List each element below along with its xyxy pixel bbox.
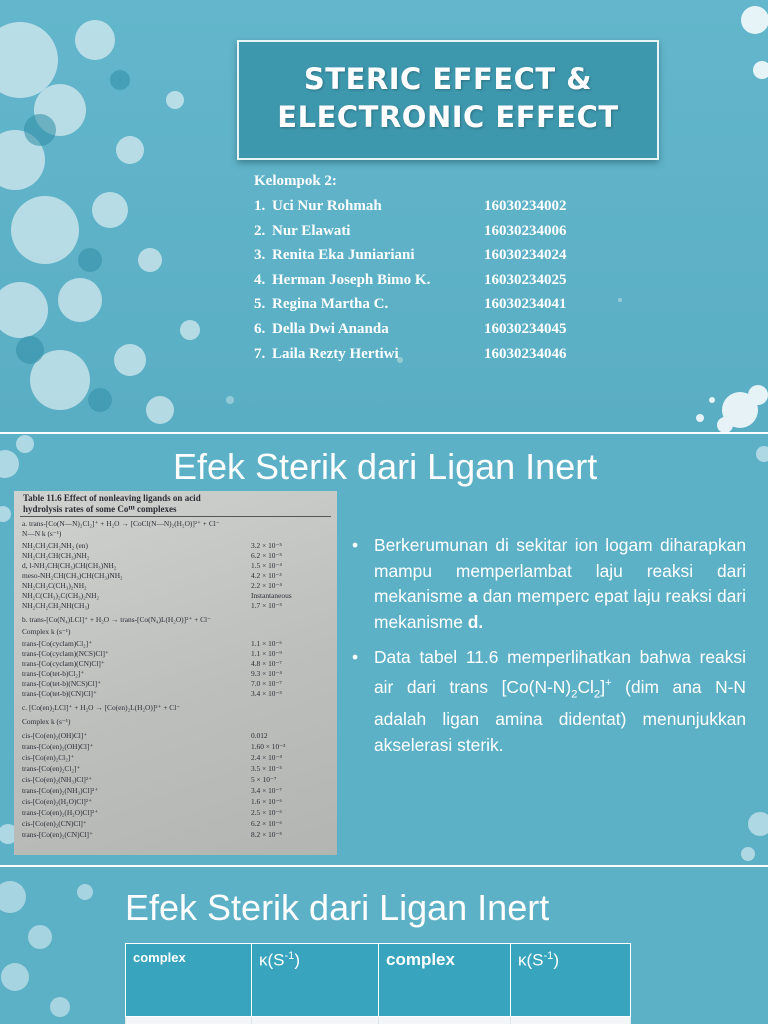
member-row <box>254 268 567 293</box>
photo-row-label: d, l-NH₂CH(CH₃)CH(CH₃)NH₂ <box>22 561 117 570</box>
member-id: 16030234045 <box>484 320 567 337</box>
photo-row-label: trans-[Co(cyclam)(NCS)Cl]⁺ <box>22 649 109 658</box>
photo-row-value: 1.1 × 10⁻⁶ <box>251 639 282 648</box>
title-line-1: STERIC EFFECT & <box>303 62 593 96</box>
bullet-item <box>352 645 746 758</box>
photo-row-label: trans-[Co(tet-b)(CN)Cl]⁺ <box>22 689 97 698</box>
member-name: Laila Rezty Hertiwi <box>272 345 399 362</box>
steric-effect-slide <box>0 434 768 865</box>
photo-row-value: 7.0 × 10⁻⁷ <box>251 679 282 688</box>
photo-row-label: meso-NH₂CH(CH₃)CH(CH₃)NH₂ <box>22 571 123 580</box>
member-number: 7. <box>254 345 266 362</box>
member-name: Uci Nur Rohmah <box>272 198 382 214</box>
member-id: 16030234006 <box>484 222 567 239</box>
table-header-complex: complex <box>126 944 252 1017</box>
member-row <box>254 292 567 317</box>
member-number: 2. <box>254 222 266 239</box>
member-id: 16030234024 <box>484 247 567 264</box>
bullet-item <box>352 533 746 635</box>
photo-row-label: NH₂CH₂CH(CH₃)NH₂ <box>22 551 90 560</box>
photo-row-value: 1.1 × 10⁻⁹ <box>251 649 282 658</box>
photo-row-label: trans-[Co(cyclam)Cl₂]⁺ <box>22 639 93 648</box>
photo-row-label: NH₂CH₂CH₂NH(CH₃) <box>22 601 90 610</box>
photo-row-label: trans-[Co(en)₂(NH₃)Cl]²⁺ <box>22 786 99 795</box>
table-header-row <box>126 944 631 1017</box>
photo-row-value: 6.2 × 10⁻⁵ <box>251 551 282 560</box>
photo-row-value: 1.5 × 10⁻⁴ <box>251 561 282 570</box>
photo-row-value: 3.5 × 10⁻⁵ <box>251 764 282 773</box>
photo-section-head: Complex k (s⁻¹) <box>22 717 71 726</box>
member-row <box>254 194 567 219</box>
photo-row-label: cis-[Co(en)₂(H₂O)Cl]²⁺ <box>22 797 92 806</box>
member-number: 5. <box>254 296 266 313</box>
member-name: Renita Eka Juniariani <box>272 247 415 264</box>
photo-row-value: 0.012 <box>251 731 268 740</box>
member-list <box>254 170 567 366</box>
photo-row-label: NH₂C(CH₃)₂C(CH₃)₂NH₂ <box>22 591 100 600</box>
table-cell <box>511 1017 631 1024</box>
photo-row-value: 1.6 × 10⁻⁶ <box>251 797 282 806</box>
photo-row-value: 5 × 10⁻⁷ <box>251 775 277 784</box>
table-cell <box>379 1017 511 1024</box>
slide-heading: Efek Sterik dari Ligan Inert <box>173 446 598 487</box>
photo-row-value: 1.7 × 10⁻⁵ <box>251 601 282 610</box>
photo-row-label: NH₂CH₂CH₂NH₂ (en) <box>22 541 88 550</box>
member-id: 16030234025 <box>484 271 567 288</box>
photo-row-label: cis-[Co(en)₂(CN)Cl]⁺ <box>22 819 87 828</box>
photo-section-a: a. trans-[Co(N—N)₂Cl₂]⁺ + H₂O → [CoCl(N—N)₂(H₂O)]²⁺ + Cl⁻ <box>22 519 220 528</box>
bullet-text: ] <box>600 676 606 697</box>
bullet-text: Cl <box>577 676 594 697</box>
photo-row-value: 8.2 × 10⁻⁵ <box>251 830 282 839</box>
member-name: Della Dwi Ananda <box>272 320 389 337</box>
table-header-complex: complex <box>379 944 511 1017</box>
member-row <box>254 243 567 268</box>
member-row <box>254 219 567 244</box>
photo-row-value: 1.60 × 10⁻³ <box>251 742 286 751</box>
photo-row-value: 2.2 × 10⁻⁴ <box>251 581 282 590</box>
member-number: 3. <box>254 247 266 264</box>
table-header-rate: $\kappa(S^{-1})$ <box>511 944 631 1017</box>
table-row <box>126 1017 631 1024</box>
member-number: 1. <box>254 198 266 214</box>
photo-row-label: cis-[Co(en)₂Cl₂]⁺ <box>22 753 75 762</box>
bullet-text: Berkerumunan di sekitar ion logam diharapkan mampu memperlambat laju reaksi dari mekanisme <box>374 535 746 606</box>
photo-row-value: 3.4 × 10⁻⁵ <box>251 689 282 698</box>
table-header-rate: $\kappa(S^{-1})$ <box>252 944 379 1017</box>
photo-caption: hydrolysis rates of some Coᴵᴵᴵ complexes <box>23 504 177 514</box>
photo-row-label: trans-[Co(en)₂Cl₂]⁺ <box>22 764 81 773</box>
photo-row-label: trans-[Co(tet-b)(NCS)Cl]⁺ <box>22 679 102 688</box>
photo-section-b: b. trans-[Co(N₄)LCl]⁺ + H₂O → trans-[Co(N₄)L(H₂O)]²⁺ + Cl⁻ <box>22 615 211 624</box>
title-slide <box>0 0 768 432</box>
photo-row-label: cis-[Co(en)₂(NH₃)Cl]²⁺ <box>22 775 92 784</box>
table-cell <box>126 1017 252 1024</box>
photo-row-label: cis-[Co(en)₂(OH)Cl]⁺ <box>22 731 88 740</box>
photo-row-value: Instantaneous <box>251 591 292 600</box>
photo-row-value: 6.2 × 10⁻⁶ <box>251 819 282 828</box>
photo-row-label: trans-[Co(en)₂(OH)Cl]⁺ <box>22 742 94 751</box>
member-id: 16030234046 <box>484 345 567 362</box>
photo-row-value: 4.8 × 10⁻⁷ <box>251 659 282 668</box>
photo-row-value: 3.4 × 10⁻⁷ <box>251 786 282 795</box>
photo-section-head: Complex k (s⁻¹) <box>22 627 71 636</box>
bullet-dot-icon: • <box>352 647 359 667</box>
bullet-bold-text: a <box>468 586 478 606</box>
bullet-list <box>352 533 746 768</box>
bullet-superscript: + <box>605 676 612 689</box>
member-row <box>254 317 567 342</box>
member-name: Regina Martha C. <box>272 296 389 313</box>
member-name: Nur Elawati <box>272 222 351 239</box>
bullet-subscript: 2 <box>593 687 601 700</box>
member-id: 16030234002 <box>484 198 567 214</box>
photo-row-label: trans-[Co(en)₂(CN)Cl]⁺ <box>22 830 93 839</box>
group-label: Kelompok 2: <box>254 173 337 189</box>
bullet-text: Data tabel 11.6 memperlihatkan bahwa reaksi air dari trans [Co(N-N) <box>374 647 746 697</box>
photo-section-c: c. [Co(en)₂LCl]⁺ + H₂O → [Co(en)₂L(H₂O)]²⁺ + Cl⁻ <box>22 703 181 712</box>
bullet-text: dan memperc epat laju reaksi dari mekanisme <box>374 586 747 632</box>
title-line-2: ELECTRONIC EFFECT <box>277 100 619 134</box>
photo-row-value: 4.2 × 10⁻³ <box>251 571 282 580</box>
slide-heading: Efek Sterik dari Ligan Inert <box>125 887 550 928</box>
member-number: 6. <box>254 320 266 337</box>
photo-rule <box>20 516 331 517</box>
rate-table <box>125 943 631 1024</box>
photo-row-label: trans-[Co(cyclam)(CN)Cl]⁺ <box>22 659 105 668</box>
steric-table-slide <box>0 867 768 1024</box>
bullet-dot-icon: • <box>352 535 359 555</box>
photo-row-value: 2.5 × 10⁻⁶ <box>251 808 282 817</box>
member-number: 4. <box>254 271 266 288</box>
photo-row-label: NH₂CH₂C(CH₃)₂NH₂ <box>22 581 87 590</box>
title-box <box>237 40 659 160</box>
table-photo <box>14 491 337 855</box>
member-id: 16030234041 <box>484 296 567 313</box>
bullet-text: (dim ana N-N adalah ligan amina didentat) menunjukkan akselerasi sterik. <box>374 676 746 755</box>
member-row <box>254 342 567 367</box>
bullet-bold-text: d. <box>467 611 484 632</box>
photo-caption: Table 11.6 Effect of nonleaving ligands on acid <box>23 493 201 503</box>
photo-row-label: trans-[Co(en)₂(H₂O)Cl]²⁺ <box>22 808 99 817</box>
table-cell <box>252 1017 379 1024</box>
photo-row-label: trans-[Co(tet-b)Cl₂]⁺ <box>22 669 85 678</box>
bullet-subscript: 2 <box>571 687 578 700</box>
member-name: Herman Joseph Bimo K. <box>272 271 431 288</box>
photo-row-value: 3.2 × 10⁻⁵ <box>251 541 282 550</box>
photo-section-head: N—N k (s⁻¹) <box>22 529 62 538</box>
photo-row-value: 9.3 × 10⁻⁴ <box>251 669 282 678</box>
photo-row-value: 2.4 × 10⁻⁴ <box>251 753 282 762</box>
